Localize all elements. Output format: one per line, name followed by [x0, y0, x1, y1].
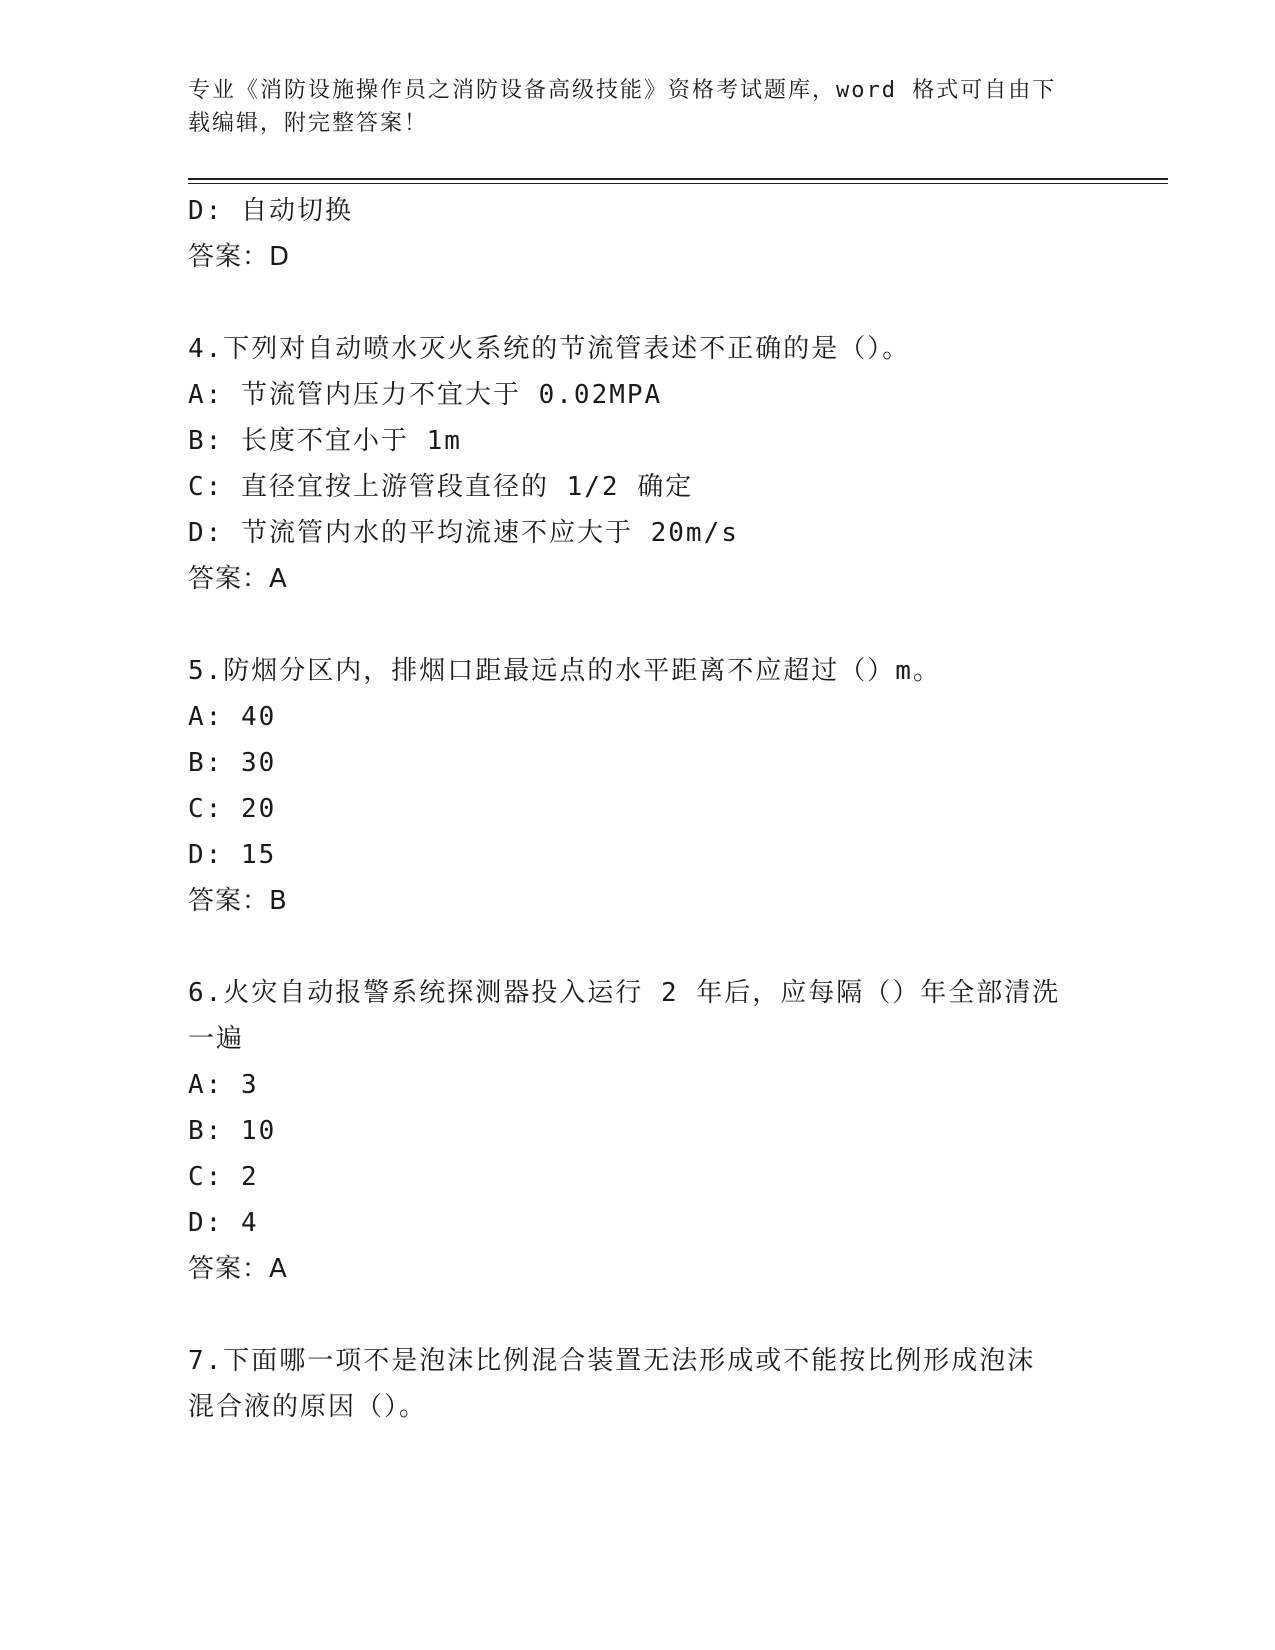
option-c: C: 直径宜按上游管段直径的 1/2 确定: [188, 472, 694, 502]
document-body: [188, 188, 1068, 1430]
answer-line: 答案：B: [188, 886, 288, 916]
spacer: [188, 602, 1068, 648]
question-title-line-2: 一遍: [188, 1024, 245, 1054]
option-a: A: 40: [188, 702, 277, 732]
option-b: B: 长度不宜小于 1m: [188, 426, 462, 456]
answer-line: 答案：A: [188, 564, 288, 594]
question-title: 4.下列对自动喷水灭火系统的节流管表述不正确的是（）。: [188, 334, 911, 364]
option-a: A: 节流管内压力不宜大于 0.02MPA: [188, 380, 663, 410]
spacer: [188, 1292, 1068, 1338]
answer-line: 答案：D: [188, 242, 291, 272]
option-d: D: 节流管内水的平均流速不应大于 20m/s: [188, 518, 739, 548]
question-title-line-2: 混合液的原因（）。: [188, 1392, 428, 1422]
answer-line: 答案：A: [188, 1254, 288, 1284]
header-divider-thin: [188, 183, 1168, 184]
option-d: D: 4: [188, 1208, 259, 1238]
header-line-1: 专业《消防设施操作员之消防设备高级技能》资格考试题库，word 格式可自由下: [188, 78, 1057, 103]
question-title: 5.防烟分区内，排烟口距最远点的水平距离不应超过（）m。: [188, 656, 941, 686]
option-c: C: 2: [188, 1162, 259, 1192]
question-title-line-1: 6.火灾自动报警系统探测器投入运行 2 年后，应每隔（）年全部清洗: [188, 978, 1061, 1008]
option-c: C: 20: [188, 794, 277, 824]
header-divider-thick: [188, 178, 1168, 180]
document-header: [188, 74, 1068, 140]
option-d: D: 15: [188, 840, 277, 870]
option-b: B: 30: [188, 748, 277, 778]
option-b: B: 10: [188, 1116, 277, 1146]
spacer: [188, 280, 1068, 326]
header-line-2: 载编辑，附完整答案！: [188, 111, 429, 136]
question-title-line-1: 7.下面哪一项不是泡沫比例混合装置无法形成或不能按比例形成泡沫: [188, 1346, 1036, 1376]
spacer: [188, 924, 1068, 970]
option-d: D: 自动切换: [188, 196, 353, 226]
option-a: A: 3: [188, 1070, 259, 1100]
